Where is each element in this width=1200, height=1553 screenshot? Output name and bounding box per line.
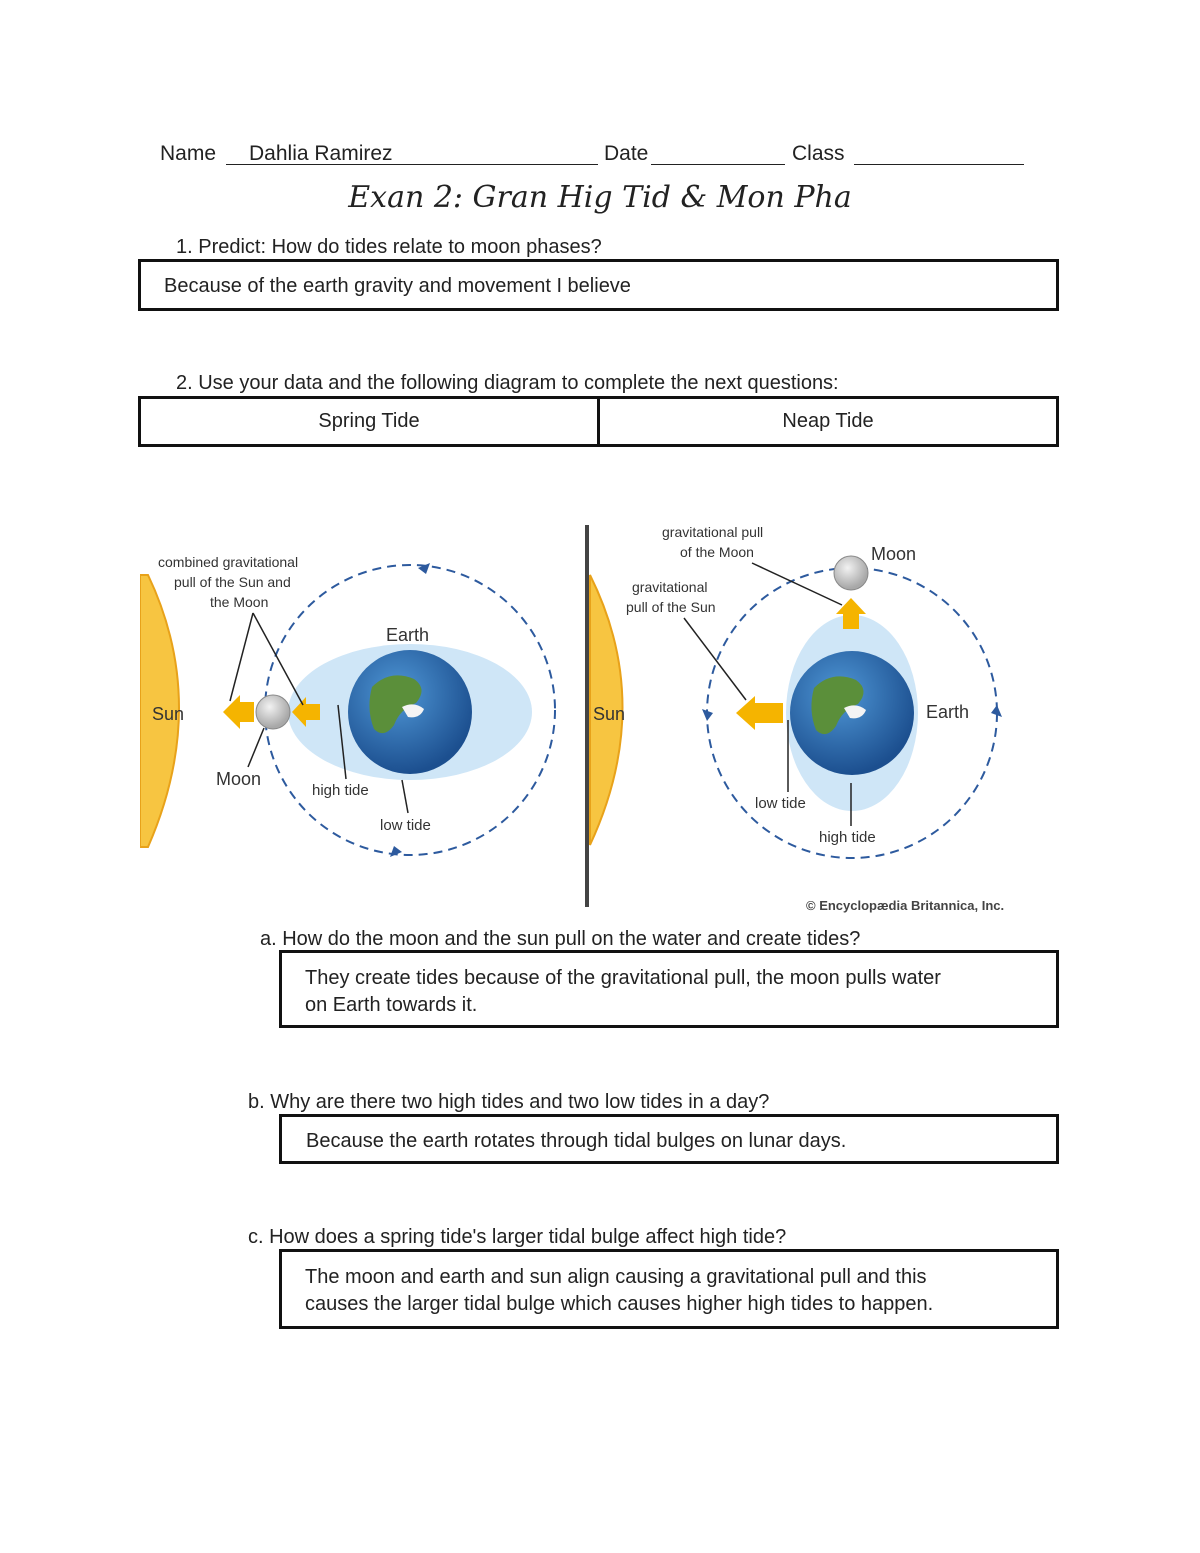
right-sun-pull-label-1: gravitational <box>632 579 708 595</box>
tide-table <box>138 396 1059 447</box>
left-pull-arrow-moon <box>223 695 254 729</box>
left-leader-combined-1 <box>230 613 253 701</box>
left-low-tide-label: low tide <box>380 817 431 834</box>
question-a-answer-box[interactable] <box>279 950 1059 1028</box>
name-value[interactable]: Dahlia Ramirez <box>249 142 393 165</box>
question-1-answer-box[interactable] <box>138 259 1059 311</box>
right-high-tide-label: high tide <box>819 829 876 846</box>
question-c-answer-box[interactable] <box>279 1249 1059 1329</box>
question-c-answer-line-1: The moon and earth and sun align causing a gravitational pull and this <box>305 1266 927 1288</box>
question-c-answer-line-2: causes the larger tidal bulge which causes higher high tides to happen. <box>305 1293 934 1315</box>
question-1-answer: Because of the earth gravity and movement I believe <box>164 275 631 297</box>
right-leader-sun-pull <box>684 618 746 700</box>
left-combined-label-1: combined gravitational <box>158 554 299 570</box>
tide-diagram <box>140 515 1040 925</box>
right-earth-label: Earth <box>926 702 970 722</box>
class-underline[interactable] <box>854 164 1024 165</box>
question-2-prompt: 2. Use your data and the following diagram to complete the next questions: <box>176 372 839 394</box>
left-high-tide-label: high tide <box>312 782 369 799</box>
question-1-prompt: 1. Predict: How do tides relate to moon phases? <box>176 236 602 258</box>
right-pull-arrow-sun <box>736 696 783 730</box>
left-combined-label-2: pull of the Sun and <box>174 574 291 590</box>
page-title: Exan 2: Gran Hig Tid & Mon Pha <box>348 180 852 215</box>
right-moon <box>834 556 868 590</box>
right-moon-label: Moon <box>871 544 917 564</box>
name-label: Name <box>160 142 217 165</box>
left-leader-moon <box>248 728 264 767</box>
left-moon <box>256 695 290 729</box>
right-moon-pull-label-2: of the Moon <box>680 544 754 560</box>
date-label: Date <box>604 142 649 165</box>
right-low-tide-label: low tide <box>755 795 806 812</box>
question-b-answer-box[interactable] <box>279 1114 1059 1164</box>
question-a-answer-line-1: They create tides because of the gravitational pull, the moon pulls water <box>305 967 941 989</box>
left-orbit-arrow-bottom <box>390 846 402 857</box>
left-leader-low-tide <box>402 780 408 813</box>
question-b-answer: Because the earth rotates through tidal bulges on lunar days. <box>306 1130 847 1152</box>
table-header-spring-tide: Spring Tide <box>141 399 600 444</box>
left-moon-label: Moon <box>216 769 262 789</box>
question-b-prompt: b. Why are there two high tides and two low tides in a day? <box>248 1091 770 1113</box>
table-header-neap-tide: Neap Tide <box>782 410 874 432</box>
right-sun-label: Sun <box>593 704 626 724</box>
diagram-credit: © Encyclopædia Britannica, Inc. <box>806 898 1005 913</box>
question-a-prompt: a. How do the moon and the sun pull on the water and create tides? <box>260 928 861 950</box>
left-sun-label: Sun <box>152 704 185 724</box>
right-sun-pull-label-2: pull of the Sun <box>626 599 716 615</box>
left-combined-label-3: the Moon <box>210 594 269 610</box>
right-leader-moon-pull <box>752 563 842 605</box>
question-a-answer-line-2: on Earth towards it. <box>305 994 478 1016</box>
right-moon-pull-label-1: gravitational pull <box>662 524 764 540</box>
date-underline[interactable] <box>651 164 785 165</box>
question-c-prompt: c. How does a spring tide's larger tidal bulge affect high tide? <box>248 1226 787 1248</box>
left-leader-combined-2 <box>253 613 303 705</box>
left-earth-label: Earth <box>386 625 430 645</box>
class-label: Class <box>792 142 845 165</box>
